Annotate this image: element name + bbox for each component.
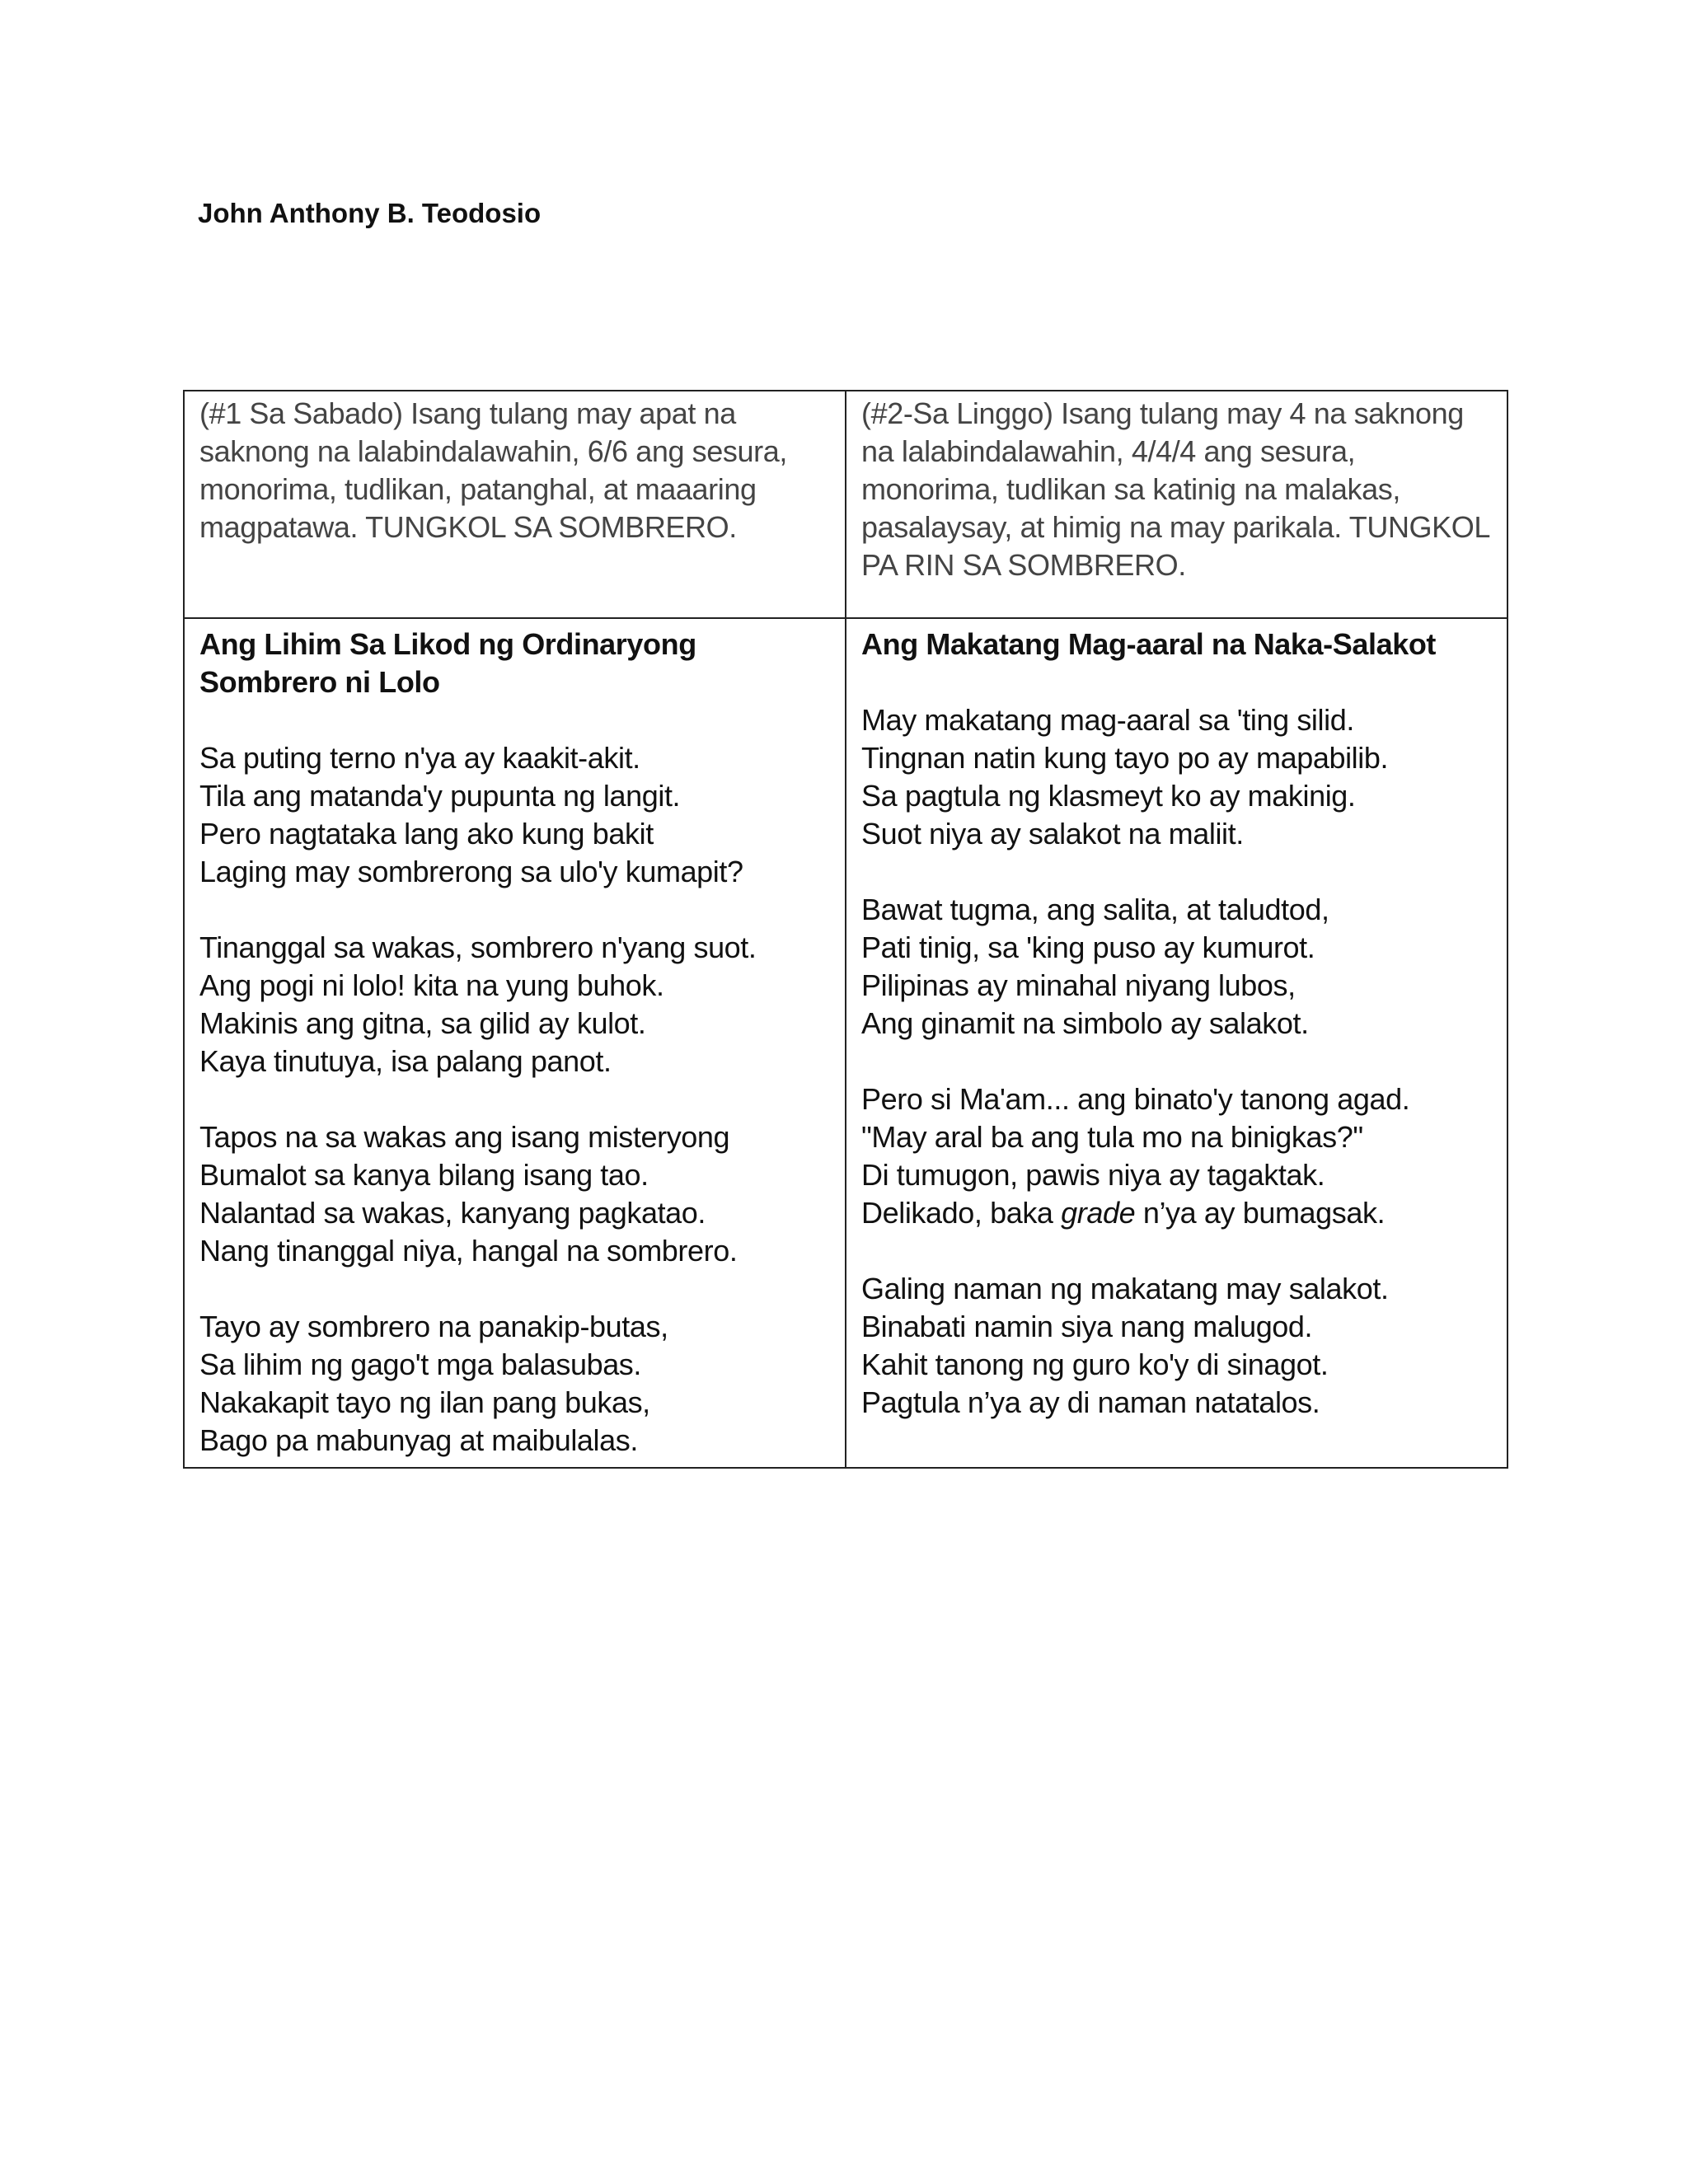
poems-row xyxy=(184,618,1507,1468)
poem-line: "May aral ba ang tula mo na binigkas?" xyxy=(861,1120,1363,1154)
poem2-cell xyxy=(846,618,1507,1468)
poem-line-with-italic xyxy=(861,1194,1493,1232)
poem1-stanza-1 xyxy=(199,739,832,891)
poem-line: Suot niya ay salakot na maliit. xyxy=(861,817,1244,851)
poem-line: Sa puting terno n'ya ay kaakit-akit. xyxy=(199,741,640,775)
poem-line: Galing naman ng makatang may salakot. xyxy=(861,1272,1389,1305)
poems-table xyxy=(183,390,1508,1469)
poem2-title: Ang Makatang Mag-aaral na Naka-Salakot xyxy=(861,627,1437,661)
poem-line: Nakakapit tayo ng ilan pang bukas, xyxy=(199,1385,650,1419)
poem-line: Sa pagtula ng klasmeyt ko ay makinig. xyxy=(861,779,1356,813)
poem-line: Bumalot sa kanya bilang isang tao. xyxy=(199,1158,649,1192)
poem-line: Bawat tugma, ang salita, at taludtod, xyxy=(861,893,1329,926)
poem-line: Pero nagtataka lang ako kung bakit xyxy=(199,817,654,851)
line-text-after: n’ya ay bumagsak. xyxy=(1135,1196,1386,1230)
poem2-stanza-1 xyxy=(861,701,1493,853)
author-name: John Anthony B. Teodosio xyxy=(198,198,542,228)
poem2-stanza-4 xyxy=(861,1270,1493,1422)
poem2-stanza-3 xyxy=(861,1080,1493,1232)
poem-line: Tingnan natin kung tayo po ay mapabilib. xyxy=(861,741,1389,775)
poem-line: Pilipinas ay minahal niyang lubos, xyxy=(861,968,1296,1002)
poem-line: Pero si Ma'am... ang binato'y tanong agad. xyxy=(861,1082,1410,1116)
prompt-cell-left xyxy=(184,391,846,618)
poem-line: Tayo ay sombrero na panakip-butas, xyxy=(199,1310,668,1343)
poem2-stanza-2 xyxy=(861,891,1493,1043)
poem1-title: Ang Lihim Sa Likod ng Ordinaryong Sombrero ni Lolo xyxy=(199,627,696,699)
poem1-stanza-4 xyxy=(199,1308,832,1460)
poem-line: Nalantad sa wakas, kanyang pagkatao. xyxy=(199,1196,706,1230)
poem-line: May makatang mag-aaral sa 'ting silid. xyxy=(861,703,1354,737)
italic-word: grade xyxy=(1061,1196,1136,1230)
line-text-before: Delikado, baka xyxy=(861,1196,1062,1230)
poem-line: Kaya tinutuya, isa palang panot. xyxy=(199,1044,612,1078)
poem-line: Pagtula n’ya ay di naman natatalos. xyxy=(861,1385,1320,1419)
poem-line: Nang tinanggal niya, hangal na sombrero. xyxy=(199,1234,738,1268)
poem-line: Pati tinig, sa 'king puso ay kumurot. xyxy=(861,930,1315,964)
poem-line: Tinanggal sa wakas, sombrero n'yang suot. xyxy=(199,930,757,964)
prompts-row xyxy=(184,391,1507,618)
poem1-cell xyxy=(184,618,846,1468)
poem-line: Laging may sombrerong sa ulo'y kumapit? xyxy=(199,855,743,888)
poem-line: Ang pogi ni lolo! kita na yung buhok. xyxy=(199,968,664,1002)
poem-line: Sa lihim ng gago't mga balasubas. xyxy=(199,1347,642,1381)
poem-line: Di tumugon, pawis niya ay tagaktak. xyxy=(861,1158,1325,1192)
poem-line: Makinis ang gitna, sa gilid ay kulot. xyxy=(199,1006,646,1040)
poem1-stanza-3 xyxy=(199,1118,832,1270)
poem-line: Ang ginamit na simbolo ay salakot. xyxy=(861,1006,1309,1040)
poem-line: Bago pa mabunyag at maibulalas. xyxy=(199,1423,638,1457)
prompt-left: (#1 Sa Sabado) Isang tulang may apat na saknong na lalabindalawahin, 6/6 ang sesura, monorima, tudlikan, patanghal, at maaaring magpatawa. TUNGKOL SA SOMBRERO. xyxy=(199,396,787,544)
prompt-cell-right xyxy=(846,391,1507,618)
poem-line: Tapos na sa wakas ang isang misteryong xyxy=(199,1120,730,1154)
poem1-stanza-2 xyxy=(199,929,832,1080)
prompt-right: (#2-Sa Linggo) Isang tulang may 4 na saknong na lalabindalawahin, 4/4/4 ang sesura, monorima, tudlikan sa katinig na malakas, pasalaysay, at himig na may parikala. TUNGKOL PA RIN SA SOMBRERO. xyxy=(861,396,1489,582)
poem-line: Tila ang matanda'y pupunta ng langit. xyxy=(199,779,681,813)
poem-line: Kahit tanong ng guro ko'y di sinagot. xyxy=(861,1347,1329,1381)
poem-line: Binabati namin siya nang malugod. xyxy=(861,1310,1313,1343)
